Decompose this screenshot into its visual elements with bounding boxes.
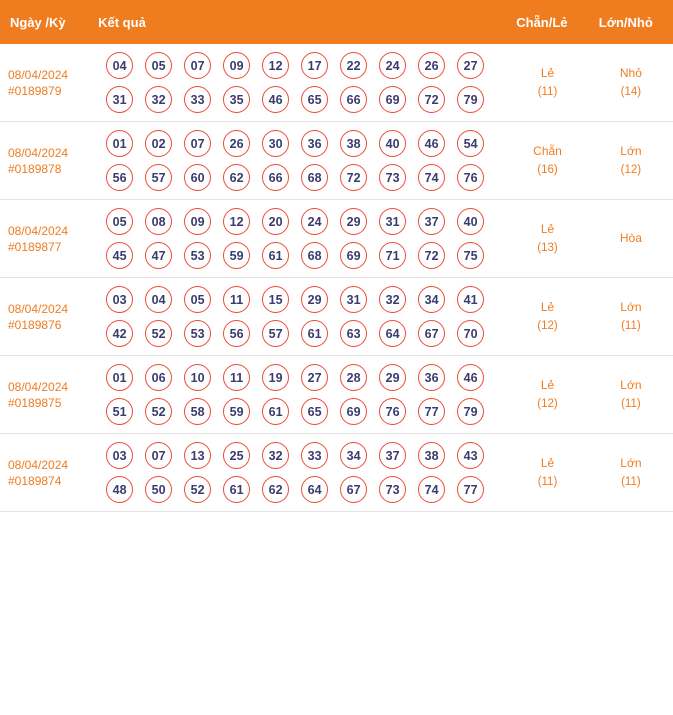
odd-even-cell	[506, 356, 589, 434]
draw-date: 08/04/2024	[8, 67, 69, 82]
big-small-value: Lớn	[620, 299, 642, 314]
big-small-cell	[589, 44, 673, 122]
big-small-value: Nhỏ	[619, 65, 642, 80]
odd-even-count: (13)	[537, 241, 558, 254]
result-ball: 26	[418, 52, 445, 79]
result-ball: 03	[106, 286, 133, 313]
result-ball: 58	[184, 398, 211, 425]
result-ball: 71	[379, 242, 406, 269]
result-ball: 38	[418, 442, 445, 469]
ball-row	[106, 398, 500, 425]
result-ball: 67	[418, 320, 445, 347]
odd-even-count: (11)	[537, 475, 558, 488]
result-ball: 15	[262, 286, 289, 313]
result-ball: 32	[379, 286, 406, 313]
result-ball: 19	[262, 364, 289, 391]
odd-even-count: (16)	[537, 163, 558, 176]
result-ball: 64	[301, 476, 328, 503]
result-ball: 31	[340, 286, 367, 313]
ball-row	[106, 164, 500, 191]
result-ball: 07	[145, 442, 172, 469]
odd-even-count: (11)	[537, 85, 558, 98]
result-ball: 67	[340, 476, 367, 503]
result-ball: 07	[184, 52, 211, 79]
result-ball: 52	[184, 476, 211, 503]
big-small-value: Lớn	[620, 377, 642, 392]
result-ball: 77	[418, 398, 445, 425]
result-ball: 38	[340, 130, 367, 157]
odd-even-value: Lẻ	[540, 377, 555, 392]
result-ball: 34	[418, 286, 445, 313]
result-ball: 61	[262, 242, 289, 269]
result-ball: 12	[262, 52, 289, 79]
result-ball: 68	[301, 164, 328, 191]
result-ball: 53	[184, 320, 211, 347]
ball-row	[106, 442, 500, 469]
odd-even-value: Lẻ	[540, 299, 555, 314]
ball-row	[106, 208, 500, 235]
ball-row	[106, 86, 500, 113]
draw-date: 08/04/2024	[8, 301, 69, 316]
results-cell	[88, 278, 506, 356]
draw-date-cell	[0, 122, 88, 200]
column-header-odd-even: Chẵn/Lẻ	[516, 14, 568, 30]
result-ball: 24	[379, 52, 406, 79]
result-ball: 70	[457, 320, 484, 347]
results-cell	[88, 356, 506, 434]
result-ball: 66	[340, 86, 367, 113]
result-ball: 76	[379, 398, 406, 425]
result-ball: 10	[184, 364, 211, 391]
draw-id: #0189878	[8, 161, 62, 176]
result-ball: 33	[184, 86, 211, 113]
draw-id: #0189877	[8, 239, 62, 254]
result-ball: 56	[223, 320, 250, 347]
result-ball: 24	[301, 208, 328, 235]
result-ball: 69	[340, 398, 367, 425]
result-ball: 01	[106, 130, 133, 157]
draw-date: 08/04/2024	[8, 379, 69, 394]
result-ball: 02	[145, 130, 172, 157]
result-ball: 05	[106, 208, 133, 235]
result-ball: 09	[223, 52, 250, 79]
result-ball: 34	[340, 442, 367, 469]
result-ball: 59	[223, 242, 250, 269]
result-ball: 73	[379, 164, 406, 191]
draw-date-cell	[0, 278, 88, 356]
result-ball: 56	[106, 164, 133, 191]
ball-row	[106, 52, 500, 79]
result-ball: 09	[184, 208, 211, 235]
big-small-cell	[589, 200, 673, 278]
odd-even-value: Lẻ	[540, 455, 555, 470]
result-ball: 73	[379, 476, 406, 503]
result-ball: 48	[106, 476, 133, 503]
result-ball: 40	[457, 208, 484, 235]
ball-row	[106, 320, 500, 347]
result-ball: 11	[223, 364, 250, 391]
result-ball: 52	[145, 398, 172, 425]
result-ball: 07	[184, 130, 211, 157]
ball-row	[106, 286, 500, 313]
result-ball: 27	[457, 52, 484, 79]
result-ball: 79	[457, 398, 484, 425]
draw-date: 08/04/2024	[8, 223, 69, 238]
big-small-value: Lớn	[620, 455, 642, 470]
result-ball: 01	[106, 364, 133, 391]
odd-even-count: (12)	[537, 397, 558, 410]
ball-row	[106, 364, 500, 391]
result-ball: 20	[262, 208, 289, 235]
result-ball: 62	[262, 476, 289, 503]
result-ball: 11	[223, 286, 250, 313]
result-ball: 63	[340, 320, 367, 347]
odd-even-cell	[506, 278, 589, 356]
result-ball: 72	[340, 164, 367, 191]
result-ball: 74	[418, 164, 445, 191]
ball-row	[106, 130, 500, 157]
result-ball: 31	[379, 208, 406, 235]
result-ball: 17	[301, 52, 328, 79]
ball-row	[106, 476, 500, 503]
table-row	[0, 356, 673, 434]
result-ball: 50	[145, 476, 172, 503]
big-small-cell	[589, 434, 673, 512]
result-ball: 47	[145, 242, 172, 269]
draw-date-cell	[0, 44, 88, 122]
draw-id: #0189876	[8, 317, 62, 332]
result-ball: 04	[145, 286, 172, 313]
result-ball: 77	[457, 476, 484, 503]
result-ball: 40	[379, 130, 406, 157]
column-header-big-small: Lớn/Nhỏ	[598, 14, 653, 30]
draw-id: #0189875	[8, 395, 62, 410]
result-ball: 37	[418, 208, 445, 235]
results-cell	[88, 122, 506, 200]
result-ball: 72	[418, 86, 445, 113]
result-ball: 05	[145, 52, 172, 79]
result-ball: 51	[106, 398, 133, 425]
draw-date: 08/04/2024	[8, 457, 69, 472]
odd-even-value: Chẵn	[533, 143, 562, 158]
result-ball: 32	[145, 86, 172, 113]
result-ball: 03	[106, 442, 133, 469]
result-ball: 43	[457, 442, 484, 469]
result-ball: 30	[262, 130, 289, 157]
result-ball: 57	[145, 164, 172, 191]
result-ball: 46	[418, 130, 445, 157]
big-small-cell	[589, 278, 673, 356]
result-ball: 61	[262, 398, 289, 425]
results-cell	[88, 44, 506, 122]
result-ball: 32	[262, 442, 289, 469]
result-ball: 06	[145, 364, 172, 391]
result-ball: 26	[223, 130, 250, 157]
odd-even-cell	[506, 122, 589, 200]
result-ball: 29	[301, 286, 328, 313]
result-ball: 28	[340, 364, 367, 391]
result-ball: 13	[184, 442, 211, 469]
result-ball: 42	[106, 320, 133, 347]
big-small-cell	[589, 356, 673, 434]
result-ball: 46	[262, 86, 289, 113]
result-ball: 57	[262, 320, 289, 347]
big-small-count: (11)	[621, 319, 641, 332]
table-row	[0, 434, 673, 512]
result-ball: 33	[301, 442, 328, 469]
result-ball: 36	[418, 364, 445, 391]
column-header-date: Ngày /Kỳ	[10, 14, 66, 30]
result-ball: 72	[418, 242, 445, 269]
result-ball: 75	[457, 242, 484, 269]
result-ball: 76	[457, 164, 484, 191]
result-ball: 41	[457, 286, 484, 313]
results-cell	[88, 200, 506, 278]
results-cell	[88, 434, 506, 512]
result-ball: 69	[379, 86, 406, 113]
table-body	[0, 44, 673, 512]
result-ball: 62	[223, 164, 250, 191]
odd-even-count: (12)	[537, 319, 558, 332]
result-ball: 52	[145, 320, 172, 347]
result-ball: 65	[301, 398, 328, 425]
big-small-count: (11)	[621, 397, 641, 410]
result-ball: 61	[223, 476, 250, 503]
result-ball: 66	[262, 164, 289, 191]
result-ball: 59	[223, 398, 250, 425]
result-ball: 74	[418, 476, 445, 503]
result-ball: 27	[301, 364, 328, 391]
result-ball: 36	[301, 130, 328, 157]
result-ball: 04	[106, 52, 133, 79]
result-ball: 22	[340, 52, 367, 79]
odd-even-value: Lẻ	[540, 65, 555, 80]
draw-id: #0189879	[8, 83, 62, 98]
table-header-row	[0, 0, 673, 44]
result-ball: 25	[223, 442, 250, 469]
big-small-value: Lớn	[620, 143, 642, 158]
big-small-count: (14)	[620, 85, 642, 98]
big-small-cell	[589, 122, 673, 200]
result-ball: 45	[106, 242, 133, 269]
result-ball: 12	[223, 208, 250, 235]
draw-date-cell	[0, 200, 88, 278]
odd-even-value: Lẻ	[540, 221, 555, 236]
result-ball: 68	[301, 242, 328, 269]
result-ball: 31	[106, 86, 133, 113]
odd-even-cell	[506, 200, 589, 278]
table-row	[0, 122, 673, 200]
result-ball: 37	[379, 442, 406, 469]
table-row	[0, 44, 673, 122]
result-ball: 79	[457, 86, 484, 113]
result-ball: 29	[379, 364, 406, 391]
result-ball: 65	[301, 86, 328, 113]
result-ball: 60	[184, 164, 211, 191]
result-ball: 05	[184, 286, 211, 313]
big-small-count: (11)	[621, 475, 641, 488]
big-small-value: Hòa	[619, 231, 642, 245]
ball-row	[106, 242, 500, 269]
draw-date-cell	[0, 434, 88, 512]
draw-date: 08/04/2024	[8, 145, 69, 160]
column-header-results: Kết quả	[98, 14, 146, 30]
result-ball: 54	[457, 130, 484, 157]
table-row	[0, 200, 673, 278]
result-ball: 61	[301, 320, 328, 347]
result-ball: 69	[340, 242, 367, 269]
result-ball: 53	[184, 242, 211, 269]
result-ball: 08	[145, 208, 172, 235]
draw-id: #0189874	[8, 473, 62, 488]
result-ball: 64	[379, 320, 406, 347]
table-row	[0, 278, 673, 356]
odd-even-cell	[506, 44, 589, 122]
result-ball: 29	[340, 208, 367, 235]
result-ball: 46	[457, 364, 484, 391]
draw-date-cell	[0, 356, 88, 434]
big-small-count: (12)	[620, 163, 642, 176]
odd-even-cell	[506, 434, 589, 512]
result-ball: 35	[223, 86, 250, 113]
